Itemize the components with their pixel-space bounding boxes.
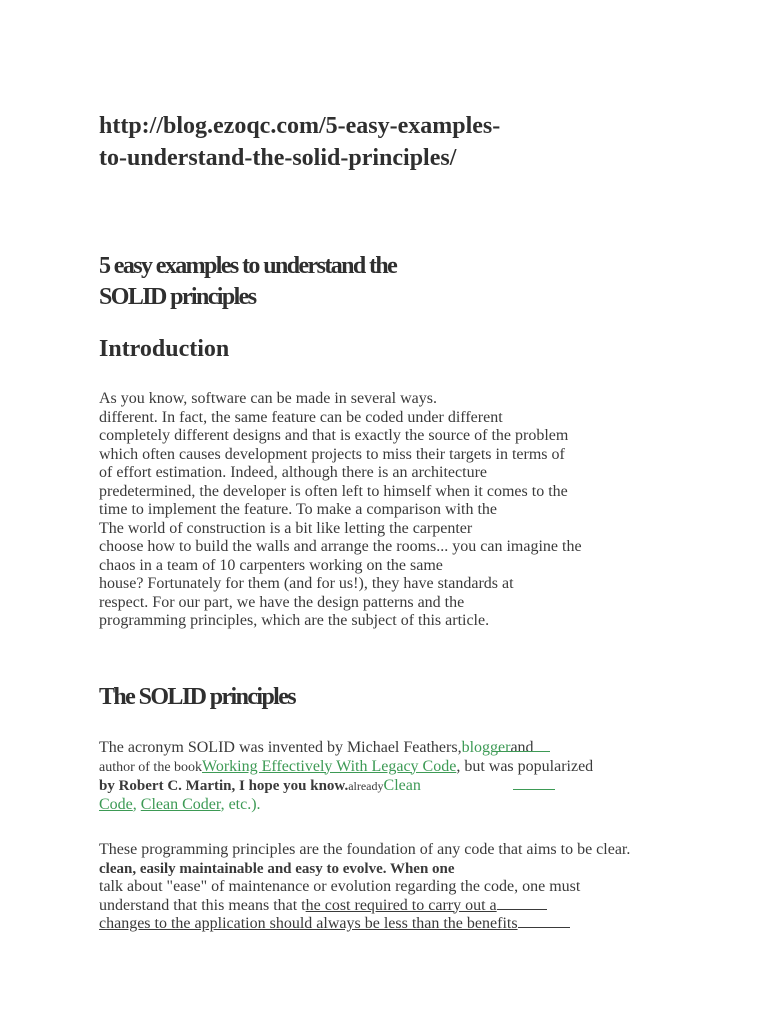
article-title-line-1: 5 easy examples to understand the [99,253,397,279]
url-title-line-1: http://blog.ezoqc.com/5-easy-examples- [99,113,501,139]
solid-principles-heading: The SOLID principles [99,684,296,710]
foundation-line-4-underlined: he cost required to carry out a [305,896,497,914]
foundation-line-4 [99,897,630,916]
introduction-heading: Introduction [99,336,230,362]
intro-line: programming principles, which are the subject of this article. [99,612,490,629]
url-title [99,110,500,174]
clean-coder-link[interactable]: Clean Coder [140,795,221,813]
underline-gap [513,788,555,790]
url-title-line-2: to-understand-the-solid-principles/ [99,145,457,171]
clean-code-link-part-2[interactable]: Code [99,795,133,813]
foundation-paragraph [99,841,630,934]
acronym-line-4 [99,796,593,815]
acronym-line-2 [99,758,593,778]
intro-line: The world of construction is a bit like letting the carpenter [99,519,473,537]
legacy-code-book-link[interactable]: Working Effectively With Legacy Code [202,757,457,775]
intro-line: predetermined, the developer is often left to himself when it comes to the [99,482,568,500]
blogger-link[interactable]: blogger [461,739,511,756]
clean-code-link-part-1[interactable]: Clean [383,777,421,794]
foundation-line-2: clean, easily maintainable and easy to evolve. When one [99,860,455,877]
article-title-line-2: SOLID principles [99,284,256,310]
intro-line: respect. For our part, we have the design patterns and the [99,593,465,611]
separator-text: , [132,795,141,813]
and-text: and [510,739,534,756]
foundation-line-3: talk about "ease" of maintenance or evolution regarding the code, one must [99,878,581,895]
intro-line: choose how to build the walls and arrange the rooms... you can imagine the [99,538,582,555]
intro-line: chaos in a team of 10 carpenters working on the same [99,556,443,574]
intro-line: completely different designs and that is exactly the source of the problem [99,427,569,444]
foundation-line-4-start: understand that this means that t [99,896,306,914]
underline-gap [518,926,570,928]
foundation-line-5-underlined: changes to the application should always be less than the benefits [99,915,518,932]
article-title [99,251,396,313]
intro-line: As you know, software can be made in several ways. [99,390,437,407]
solid-acronym-paragraph [99,739,593,814]
acronym-line-1 [99,739,593,758]
intro-line: of effort estimation. Indeed, although there is an architecture [99,464,487,481]
foundation-line-5 [99,915,630,934]
already-text: already [348,779,384,793]
intro-line: which often causes development projects to miss their targets in terms of [99,445,565,463]
acronym-line-3 [99,777,593,796]
author-text: author of the book [99,759,203,775]
popularized-text: , but was popularized [456,757,594,775]
robert-martin-text: by Robert C. Martin, I hope you know. [99,778,349,794]
etc-text: , etc.). [220,795,261,813]
underline-gap [494,750,550,752]
intro-line: different. In fact, the same feature can be coded under different [99,408,503,426]
introduction-paragraph [99,390,582,631]
foundation-line-1: These programming principles are the foundation of any code that aims to be clear. [99,841,631,858]
underline-gap [497,908,547,910]
intro-line: house? Fortunately for them (and for us!), they have standards at [99,575,514,592]
acronym-text: The acronym SOLID was invented by Michael Feathers, [99,739,462,756]
intro-line: time to implement the feature. To make a comparison with the [99,501,498,518]
